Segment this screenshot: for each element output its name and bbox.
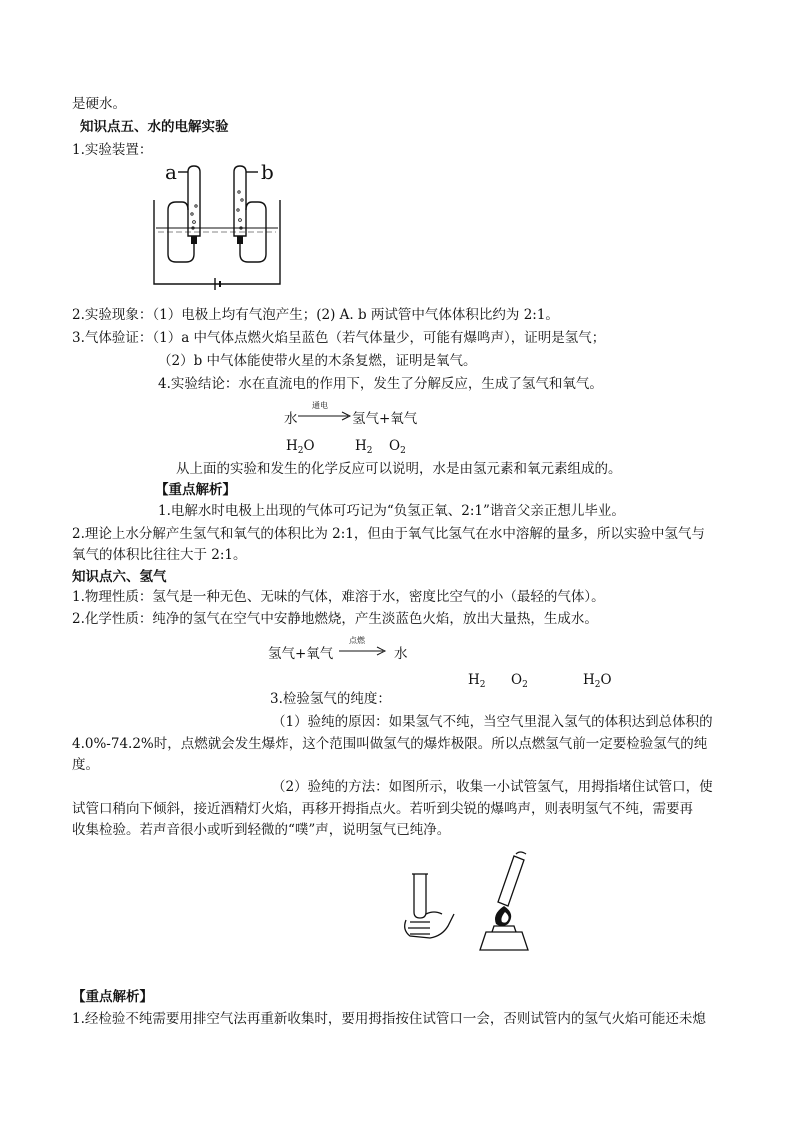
- text-line: 2.化学性质：纯净的氢气在空气中安静地燃烧，产生淡蓝色火焰，放出大量热，生成水。: [72, 611, 598, 627]
- text-line: 1.经检验不纯需要用排空气法再重新收集时，要用拇指按住试管口一会，否则试管内的氢气火焰可能还未熄: [72, 1011, 706, 1027]
- eq1-rhs: 氢气+氧气: [352, 411, 418, 427]
- eq1-formula-hydrogen: $H_2$: [355, 438, 373, 456]
- text-line: 试管口稍向下倾斜，接近酒精灯火焰，再移开拇指点火。若听到尖锐的爆鸣声，则表明氢气不纯，需要再: [72, 801, 693, 817]
- tube-label-a: a: [165, 160, 177, 184]
- text-line: 2.实验现象：（1）电极上均有气泡产生；(2) A. b 两试管中气体体积比约为 2:1。: [72, 307, 559, 323]
- eq1-formula-water: $H_2O$: [286, 438, 315, 456]
- text-line: 1.实验装置：: [72, 142, 153, 158]
- text-line: 2.理论上水分解产生氢气和氧气的体积比为 2:1，但由于氧气比氢气在水中溶解的量多，所以实验中氢气与: [72, 526, 705, 542]
- text-line: 1.电解水时电极上出现的气体可巧记为“负氢正氧、2:1”谐音父亲正想儿毕业。: [158, 503, 625, 519]
- text-line: （2）验纯的方法：如图所示，收集一小试管氢气，用拇指堵住试管口，使: [272, 779, 713, 795]
- eq1-lhs: 水: [284, 411, 298, 427]
- eq2-condition: 点燃: [349, 636, 365, 645]
- eq2-lhs: 氢气+氧气: [268, 646, 334, 662]
- text-line: 从上面的实验和发生的化学反应可以说明，水是由氢元素和氧元素组成的。: [176, 461, 622, 477]
- tube-label-b: b: [261, 160, 274, 184]
- text-line: 氧气的体积比往往大于 2:1。: [72, 547, 247, 563]
- text-line: 是硬水。: [72, 96, 126, 112]
- text-line: 4.0%-74.2%时，点燃就会发生爆炸，这个范围叫做氢气的爆炸极限。所以点燃氢气前一定要检验氢气的纯: [72, 736, 708, 752]
- eq2-formula-water: $H_2O$: [583, 672, 612, 690]
- text-line: （2）b 中气体能使带火星的木条复燃，证明是氧气。: [158, 353, 477, 369]
- eq1-arrow: [298, 411, 352, 421]
- eq2-arrow: [339, 646, 387, 656]
- eq2-rhs: 水: [394, 646, 408, 662]
- text-line: 1.物理性质：氢气是一种无色、无味的气体，难溶于水，密度比空气的小（最轻的气体）。: [72, 589, 605, 605]
- key-analysis-title: 【重点解析】: [155, 482, 236, 498]
- hydrogen-purity-test-illustration: [396, 848, 542, 958]
- text-line: 收集检验。若声音很小或听到轻微的“噗”声，说明氢气已纯净。: [72, 822, 451, 838]
- eq1-formula-oxygen: $O_2$: [389, 438, 406, 456]
- eq2-formula-hydrogen: $H_2$: [468, 672, 486, 690]
- section-title-5: 知识点五、水的电解实验: [80, 119, 229, 135]
- text-line: 3.气体验证：（1）a 中气体点燃火焰呈蓝色（若气体量少，可能有爆鸣声），证明是氢气；: [72, 330, 606, 346]
- text-line: 4.实验结论：水在直流电的作用下，发生了分解反应，生成了氢气和氧气。: [158, 376, 603, 392]
- text-line: 度。: [72, 757, 99, 773]
- text-line: （1）验纯的原因：如果氢气不纯，当空气里混入氢气的体积达到总体积的: [272, 714, 713, 730]
- section-title-6: 知识点六、氢气: [72, 569, 167, 585]
- key-analysis-title-2: 【重点解析】: [72, 989, 153, 1005]
- eq2-formula-oxygen: $O_2$: [511, 672, 528, 690]
- eq1-condition: 通电: [312, 401, 328, 410]
- text-line: 3.检验氢气的纯度：: [270, 691, 391, 707]
